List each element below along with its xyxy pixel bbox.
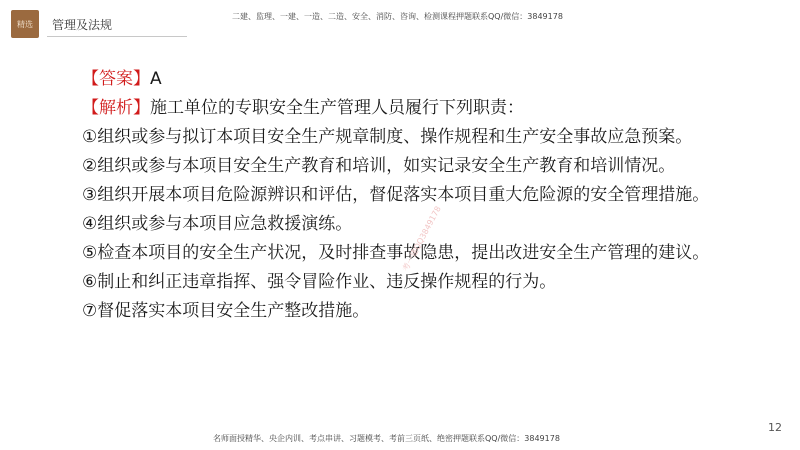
duty-item-5: ⑤检查本项目的安全生产状况，及时排查事故隐患，提出改进安全生产管理的建议。 bbox=[82, 243, 710, 263]
duty-item-7: ⑦督促落实本项目安全生产整改措施。 bbox=[82, 301, 370, 321]
answer-value: A bbox=[150, 69, 162, 89]
watermark: 考一建QQ3849178 bbox=[400, 204, 443, 273]
top-banner: 二建、监理、一建、一造、二造、安全、消防、咨询、检测课程押题联系QQ/微信：3849178 bbox=[232, 12, 563, 21]
analysis-line bbox=[82, 94, 782, 123]
header-divider bbox=[47, 36, 187, 37]
bottom-banner: 名师面授精华、央企内训、考点串讲、习题模考、考前三页纸、绝密押题联系QQ/微信：3849178 bbox=[213, 434, 560, 443]
duty-item-3: ③组织开展本项目危险源辨识和评估，督促落实本项目重大危险源的安全管理措施。 bbox=[82, 185, 710, 205]
duty-item-4: ④组织或参与本项目应急救援演练。 bbox=[82, 214, 353, 234]
page-number: 12 bbox=[768, 421, 782, 434]
answer-label: 【答案】 bbox=[82, 69, 150, 89]
duty-item-1: ①组织或参与拟订本项目安全生产规章制度、操作规程和生产安全事故应急预案。 bbox=[82, 127, 693, 147]
duty-item-2: ②组织或参与本项目安全生产教育和培训，如实记录安全生产教育和培训情况。 bbox=[82, 156, 676, 176]
analysis-label: 【解析】 bbox=[82, 98, 150, 118]
duty-item-6: ⑥制止和纠正违章指挥、强令冒险作业、违反操作规程的行为。 bbox=[82, 272, 557, 292]
section-title: 管理及法规 bbox=[52, 18, 113, 32]
brand-logo-text: 精选 bbox=[17, 19, 33, 29]
slide-content bbox=[82, 65, 782, 326]
brand-logo bbox=[11, 10, 39, 38]
analysis-intro: 施工单位的专职安全生产管理人员履行下列职责： bbox=[150, 98, 524, 118]
answer-line bbox=[82, 65, 782, 94]
